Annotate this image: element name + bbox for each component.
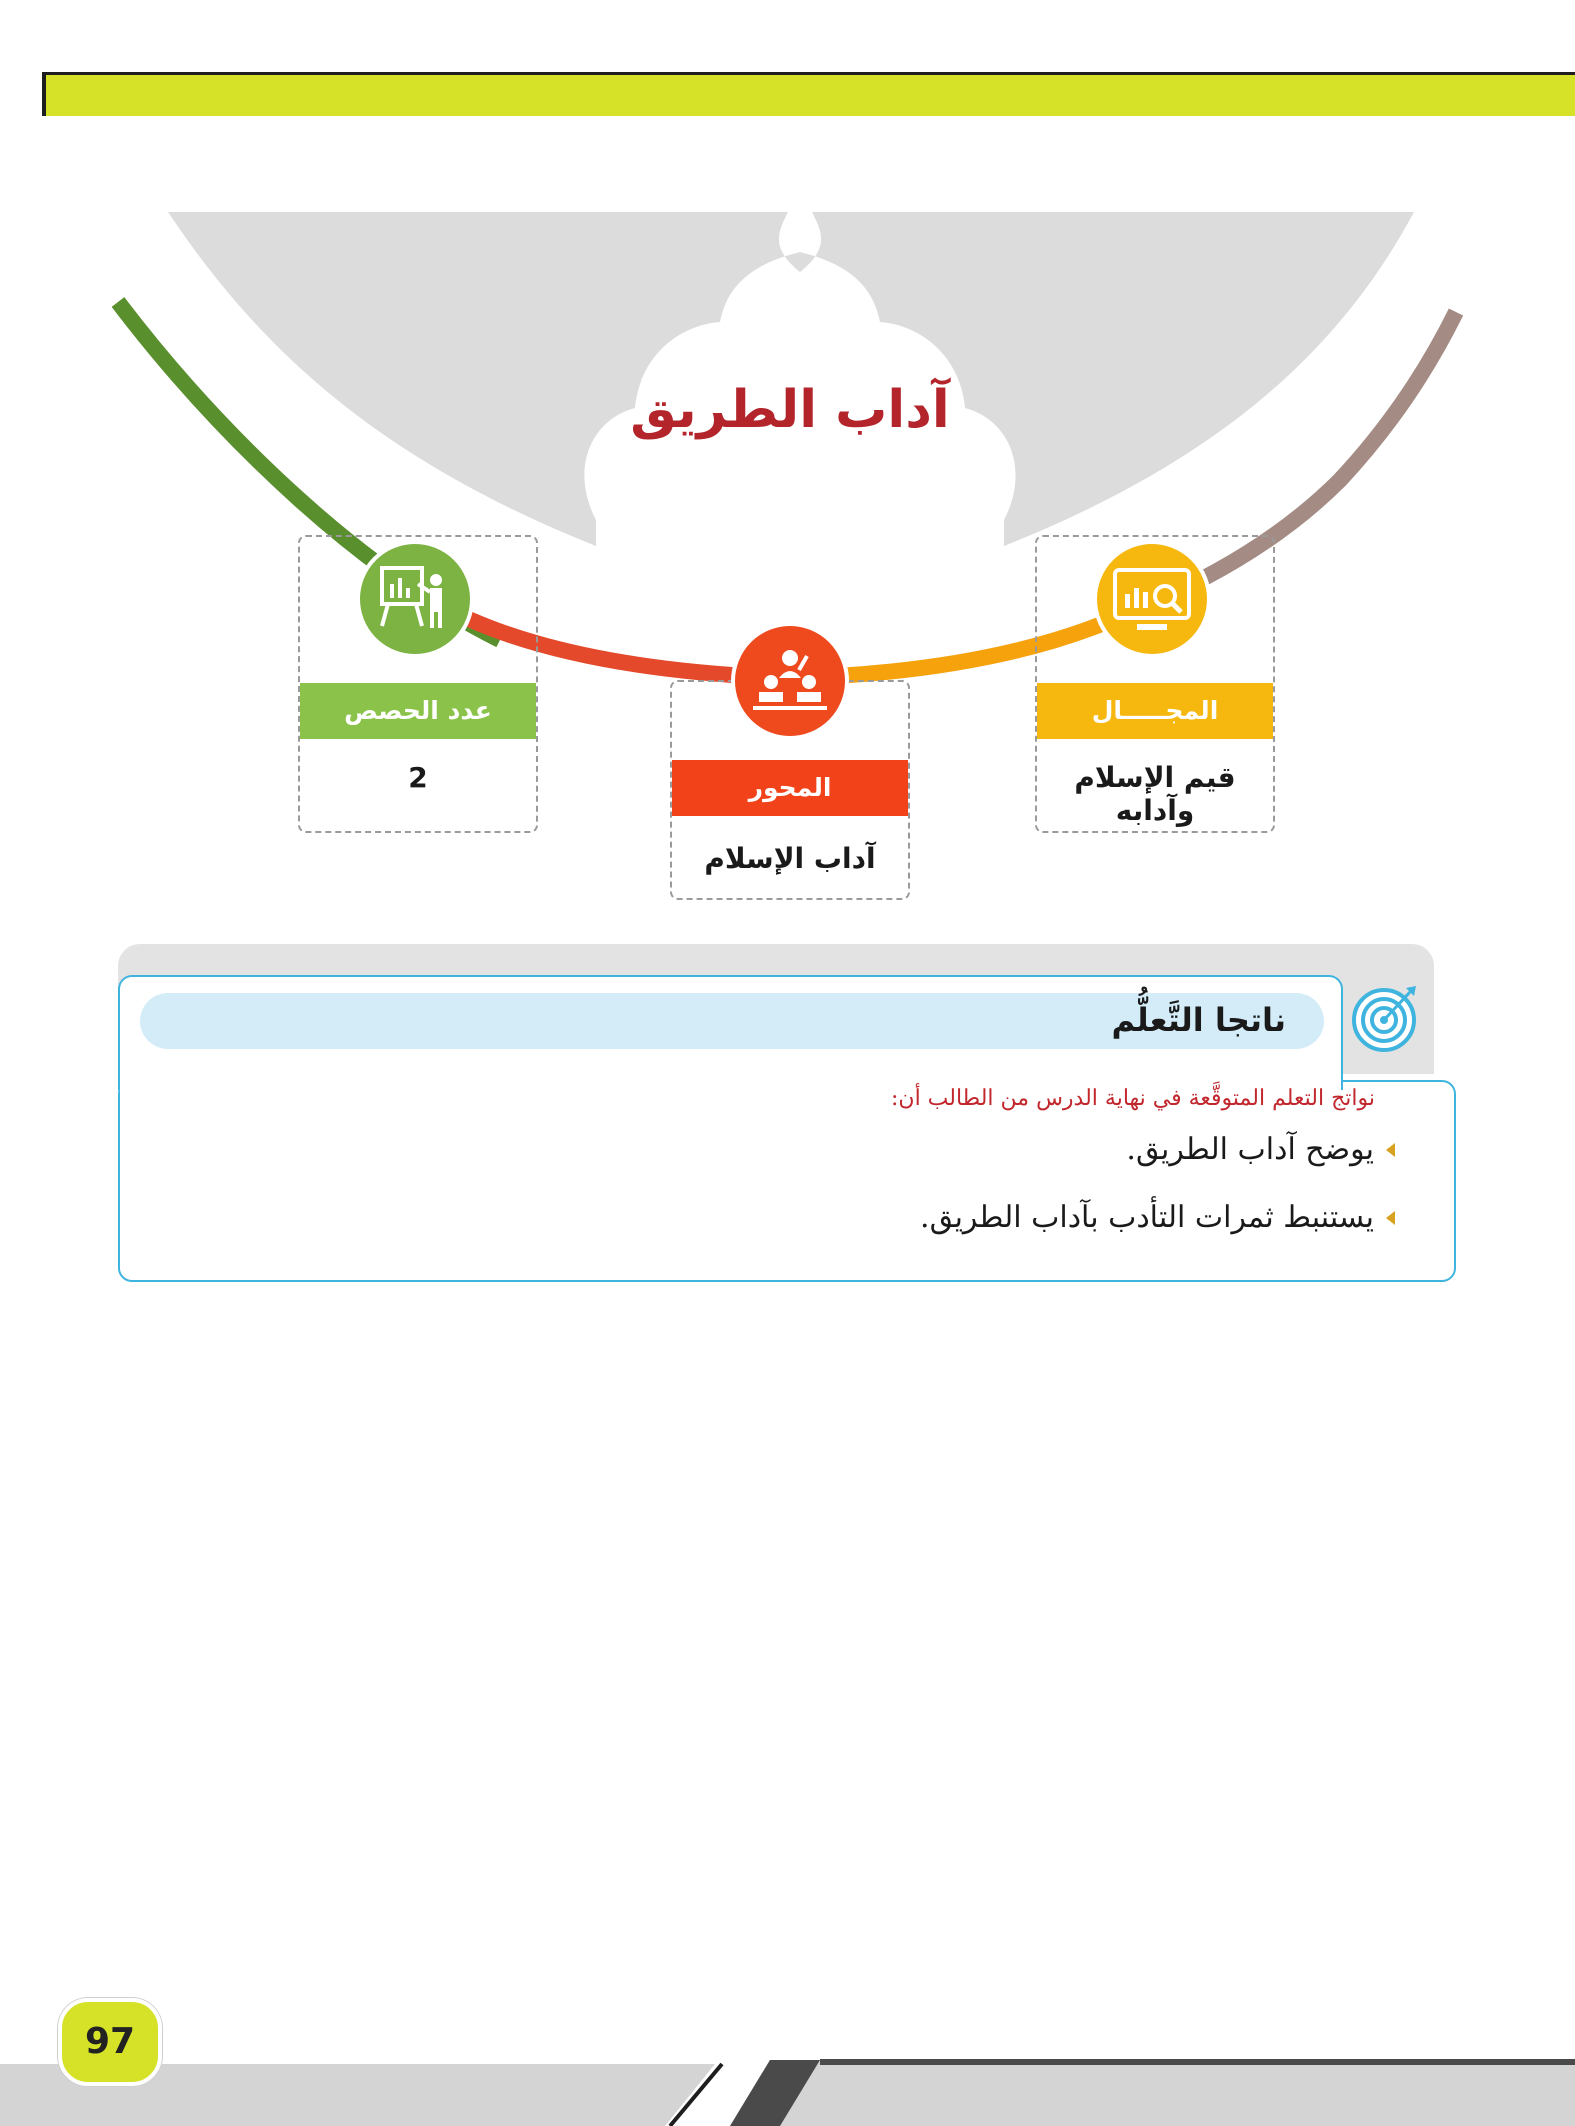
lesson-title: آداب الطريق — [630, 380, 950, 440]
outcome-item — [1126, 1132, 1395, 1167]
page-number: 97 — [58, 1998, 162, 2086]
outcome-text: يوضح آداب الطريق. — [1126, 1132, 1374, 1167]
classroom-icon — [731, 622, 849, 740]
teacher-presentation-icon — [356, 540, 474, 658]
outcomes-title: ناتجا التَّعلُّم — [1111, 1001, 1286, 1039]
bullet-icon — [1386, 1143, 1395, 1157]
periods-value: 2 — [408, 761, 428, 794]
outcomes-intro: نواتج التعلم المتوقَّعة في نهاية الدرس من الطالب أن: — [891, 1086, 1375, 1111]
domain-label: المجـــــال — [1037, 683, 1273, 739]
outcomes-title-bar — [140, 993, 1324, 1049]
axis-label: المحور — [672, 760, 908, 816]
periods-label: عدد الحصص — [300, 683, 536, 739]
outcome-text: يستنبط ثمرات التأدب بآداب الطريق. — [920, 1200, 1374, 1235]
bullet-icon — [1386, 1211, 1395, 1225]
footer-decoration — [0, 2040, 1575, 2126]
outcome-item — [920, 1200, 1395, 1235]
axis-value: آداب الإسلام — [704, 842, 876, 875]
target-icon — [1346, 978, 1426, 1058]
analytics-search-icon — [1093, 540, 1211, 658]
arch-gray-background — [168, 212, 1414, 546]
domain-value: قيم الإسلام وآدابه — [1074, 761, 1236, 827]
